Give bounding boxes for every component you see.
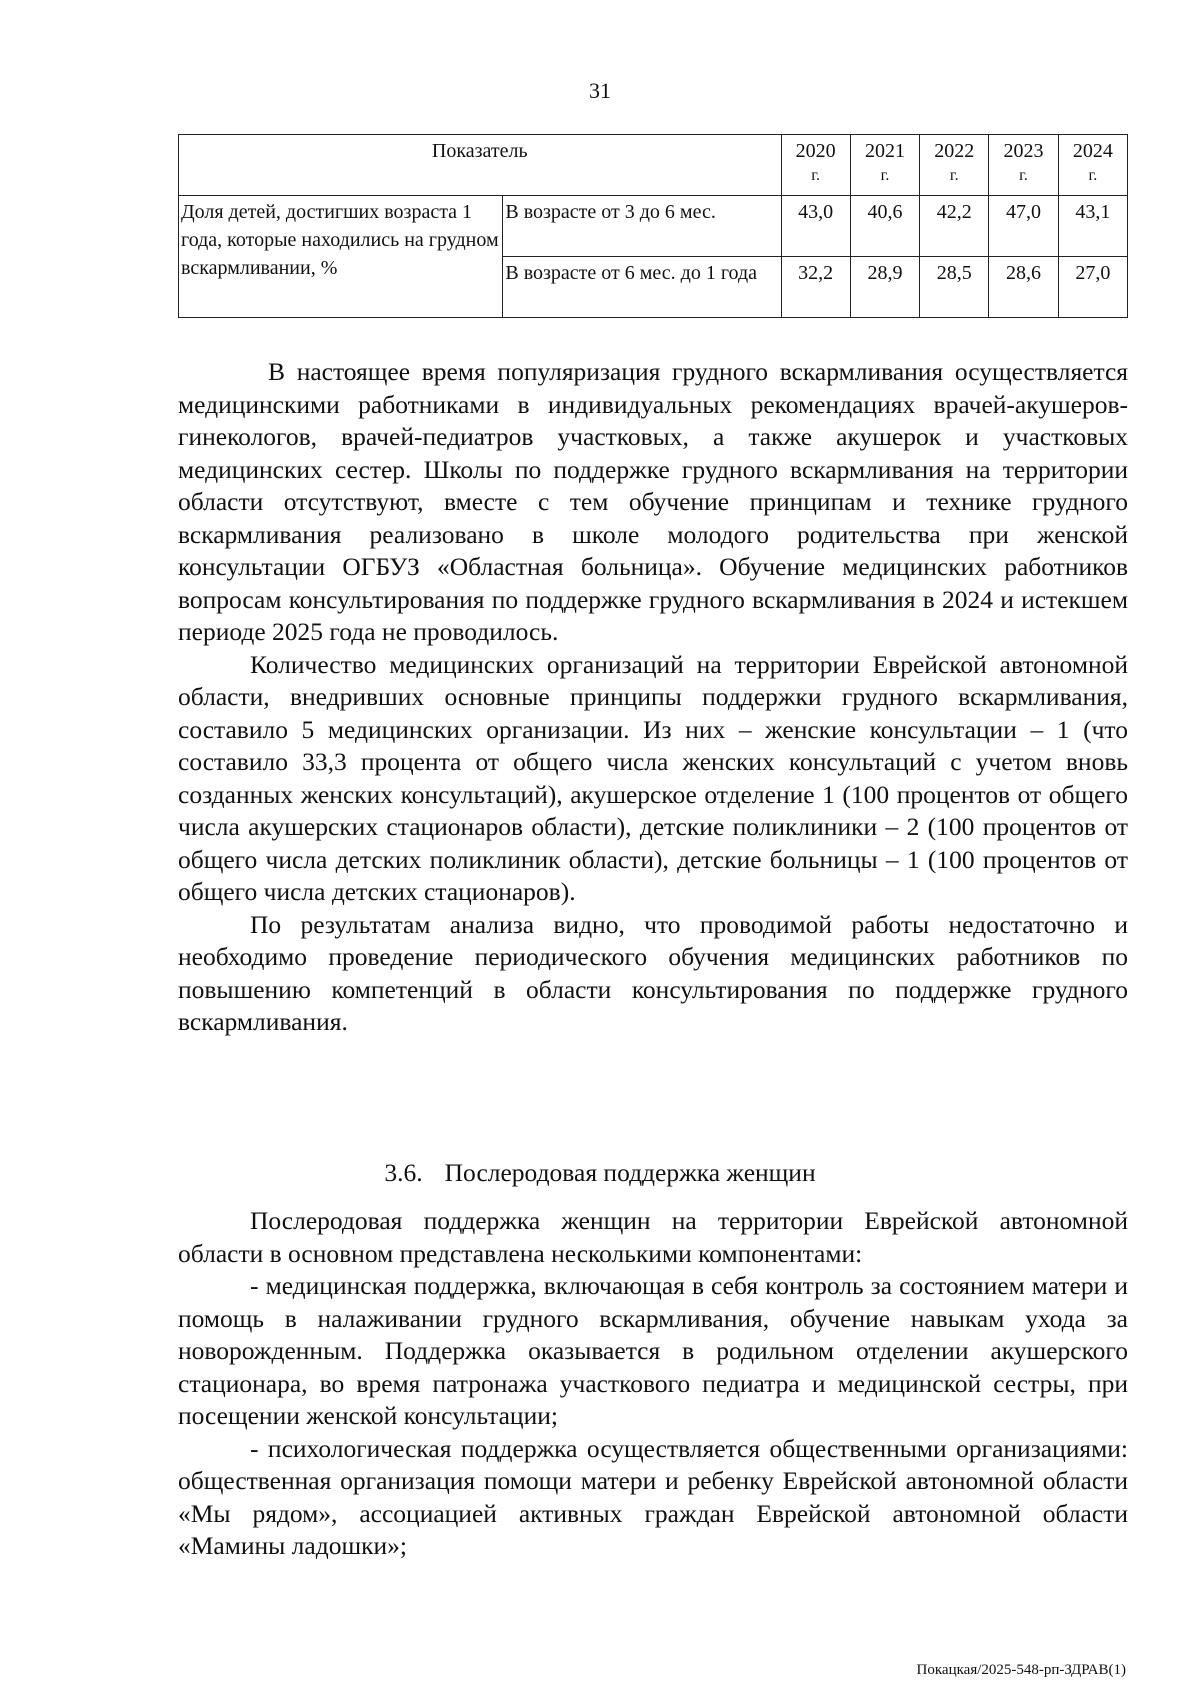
- footer-document-code: Покацкая/2025-548-рп-ЗДРАВ(1): [916, 1662, 1126, 1678]
- row-label-cell: В возрасте от 6 мес. до 1 года: [503, 257, 781, 318]
- section-heading: [0, 1158, 1200, 1188]
- paragraph: По результатам анализа видно, что проводимой работы недостаточно и необходимо проведение периодического обучения медицинских работников по повышению компетенций в области консультирования по поддержке грудного вскармливания.: [178, 909, 1128, 1036]
- list-item: - психологическая поддержка осуществляется общественными организациями: общественная организация помощи матери и ребенку Еврейской автономной области «Мы рядом», ассоциацией активных граждан Еврейской автономной области «Мамины ладошки»;: [178, 1433, 1128, 1560]
- page-number: 31: [589, 78, 611, 103]
- indicators-table: [178, 134, 1128, 318]
- value-cell: 40,6: [850, 196, 919, 257]
- table-row: [179, 196, 1128, 257]
- value-cell: 32,2: [781, 257, 850, 318]
- paragraph: Количество медицинских организаций на территории Еврейской автономной области, внедривших основные принципы поддержки грудного вскармливания, составило 5 медицинских организации. Из них – женские консультации – 1 (что составило 33,3 процента от общего числа женских консультаций с учетом вновь созданных женских консультаций), акушерское отделение 1 (100 процентов от общего числа акушерских стационаров области), детские поликлиники – 2 (100 процентов от общего числа детских поликлиник области), детские больницы – 1 (100 процентов от общего числа детских стационаров).: [178, 649, 1128, 906]
- body-text-bottom: [178, 1205, 1128, 1563]
- table-header-row: [179, 135, 1128, 196]
- paragraph: Послеродовая поддержка женщин на территории Еврейской автономной области в основном представлена несколькими компонентами:: [178, 1206, 1128, 1268]
- section-number: 3.6.: [384, 1158, 423, 1187]
- value-cell: 47,0: [989, 196, 1058, 257]
- group-label-cell: Доля детей, достигших возраста 1 года, которые находились на грудном вскармливании, %: [179, 196, 503, 318]
- header-year: 2023 г.: [989, 135, 1058, 196]
- value-cell: 28,9: [850, 257, 919, 318]
- value-cell: 42,2: [920, 196, 989, 257]
- paragraph: В настоящее время популяризация грудного вскармливания осуществляется медицинскими работниками в индивидуальных рекомендациях врачей-акушеров-гинекологов, врачей-педиатров участковых, а также акушерок и участковых медицинских сестер. Школы по поддержке грудного вскармливания на территории области отсутствуют, вместе с тем обучение принципам и технике грудного вскармливания реализовано в школе молодого родительства при женской консультации ОГБУЗ «Областная больница». Обучение медицинских работников вопросам консультирования по поддержке грудного вскармливания в 2024 и истекшем периоде 2025 года не проводилось.: [178, 357, 1128, 646]
- value-cell: 27,0: [1058, 257, 1127, 318]
- header-year: 2021 г.: [850, 135, 919, 196]
- header-year: 2024 г.: [1058, 135, 1127, 196]
- header-indicator: Показатель: [179, 135, 782, 196]
- row-label-cell: В возрасте от 3 до 6 мес.: [503, 196, 781, 257]
- value-cell: 43,0: [781, 196, 850, 257]
- list-item: - медицинская поддержка, включающая в себя контроль за состоянием матери и помощь в налаживании грудного вскармливания, обучение навыкам ухода за новорожденным. Поддержка оказывается в родильном отделении акушерского стационара, во время патронажа участкового педиатра и медицинской сестры, при посещении женской консультации;: [178, 1271, 1128, 1430]
- body-text-top: [178, 356, 1128, 1039]
- value-cell: 43,1: [1058, 196, 1127, 257]
- value-cell: 28,5: [920, 257, 989, 318]
- header-year: 2020 г.: [781, 135, 850, 196]
- value-cell: 28,6: [989, 257, 1058, 318]
- header-year: 2022 г.: [920, 135, 989, 196]
- section-title: Послеродовая поддержка женщин: [444, 1158, 816, 1187]
